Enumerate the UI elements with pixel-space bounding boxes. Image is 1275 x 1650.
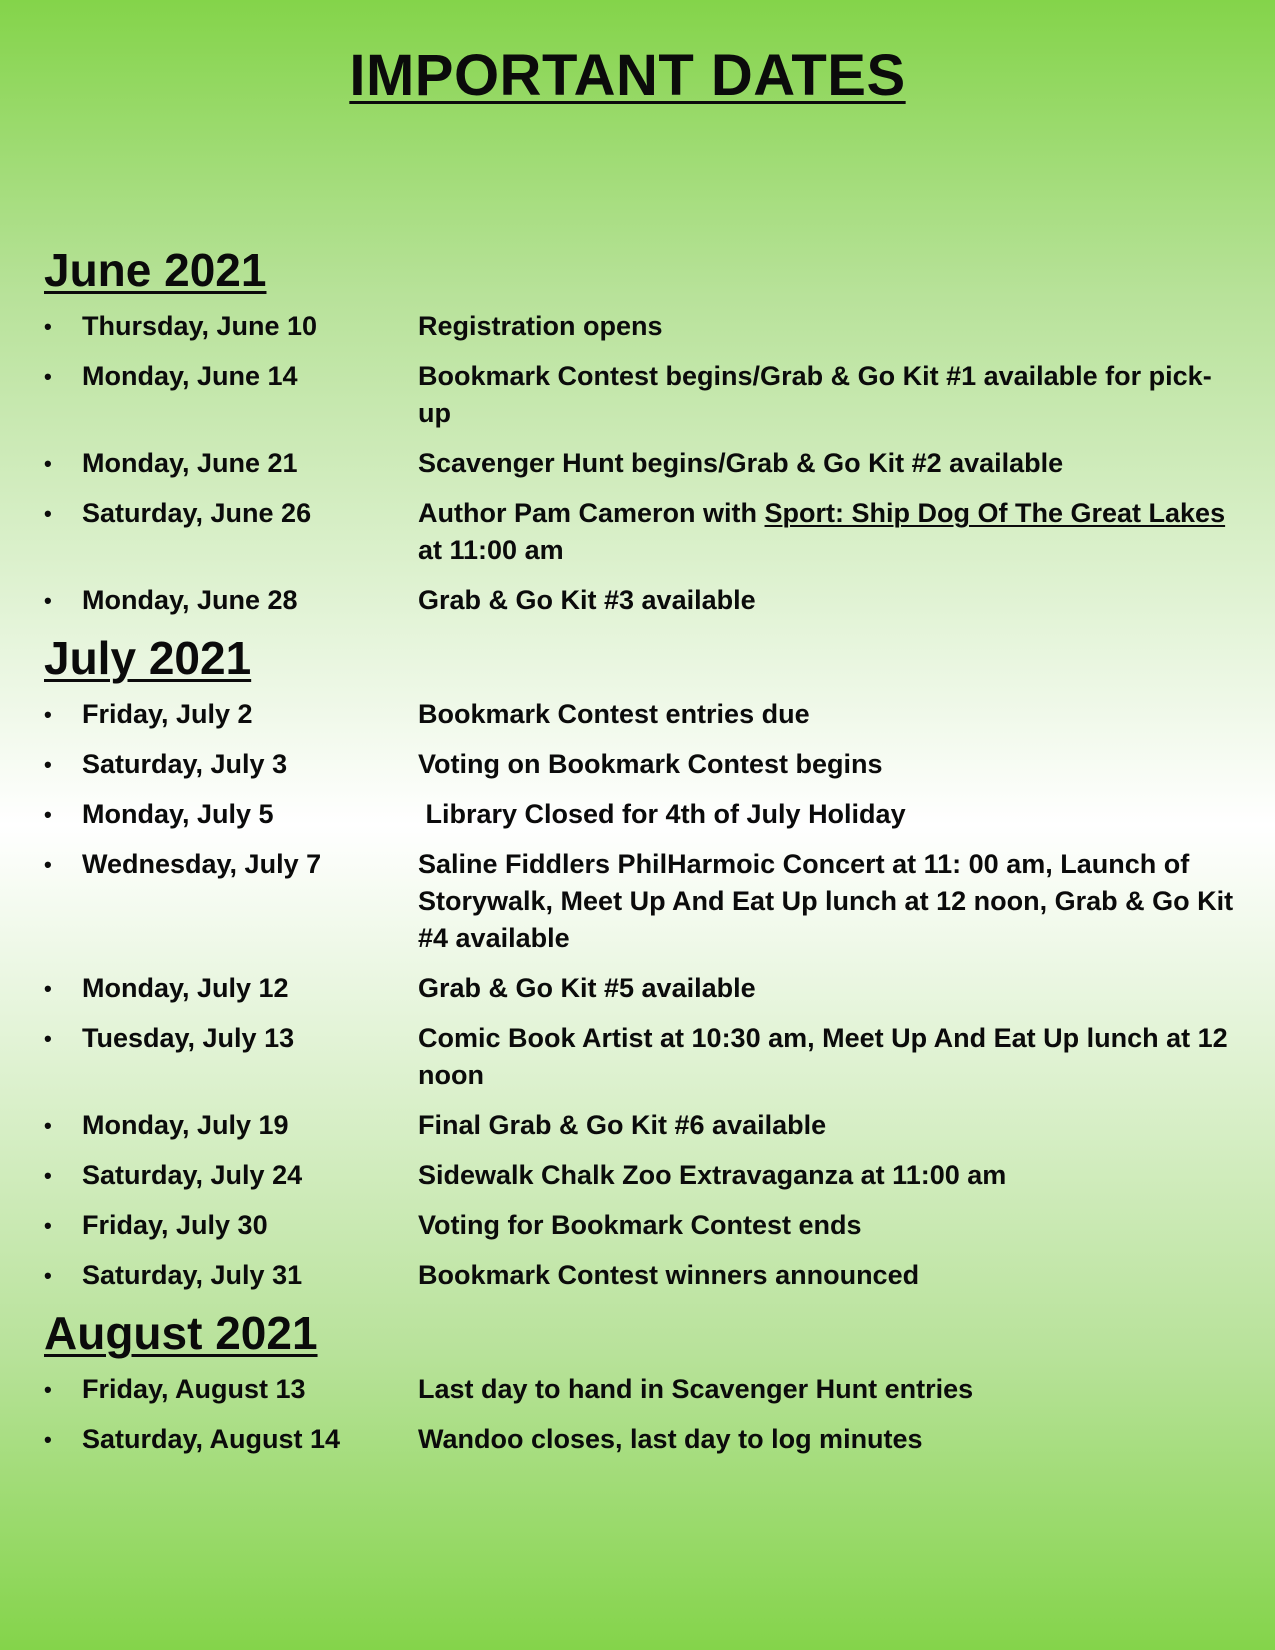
event-description: Last day to hand in Scavenger Hunt entries bbox=[418, 1374, 974, 1404]
event-description: Registration opens bbox=[418, 311, 663, 341]
bullet-icon: • bbox=[44, 1213, 52, 1238]
event-description: Library Closed for 4th of July Holiday bbox=[418, 799, 906, 829]
event-date: Thursday, June 10 bbox=[82, 311, 318, 341]
list-item bbox=[44, 1157, 1234, 1194]
bullet-icon: • bbox=[44, 1163, 52, 1188]
event-date: Friday, July 2 bbox=[82, 699, 253, 729]
bullet-icon: • bbox=[44, 1427, 52, 1452]
event-description bbox=[418, 495, 1234, 569]
list-item bbox=[44, 1207, 1234, 1244]
bullet-icon: • bbox=[44, 364, 52, 389]
event-date: Monday, June 21 bbox=[82, 448, 298, 478]
page-title: IMPORTANT DATES bbox=[349, 43, 906, 108]
bullet-icon: • bbox=[44, 451, 52, 476]
event-date: Saturday, August 14 bbox=[82, 1424, 341, 1454]
event-description: Bookmark Contest entries due bbox=[418, 699, 810, 729]
event-date: Monday, July 5 bbox=[82, 799, 274, 829]
event-description: Voting on Bookmark Contest begins bbox=[418, 749, 883, 779]
event-description-suffix: at 11:00 am bbox=[418, 535, 564, 565]
list-item bbox=[44, 696, 1234, 733]
bullet-icon: • bbox=[44, 802, 52, 827]
list-item bbox=[44, 1020, 1234, 1094]
bullet-icon: • bbox=[44, 976, 52, 1001]
month-heading-june: June 2021 bbox=[44, 244, 267, 296]
event-list-june bbox=[44, 308, 1234, 619]
bullet-icon: • bbox=[44, 314, 52, 339]
list-item bbox=[44, 308, 1234, 345]
month-heading-august: August 2021 bbox=[44, 1307, 318, 1359]
event-date: Tuesday, July 13 bbox=[82, 1023, 295, 1053]
event-date: Wednesday, July 7 bbox=[82, 849, 322, 879]
event-date: Monday, July 12 bbox=[82, 973, 289, 1003]
bullet-icon: • bbox=[44, 588, 52, 613]
list-item bbox=[44, 970, 1234, 1007]
event-description: Sidewalk Chalk Zoo Extravaganza at 11:00 am bbox=[418, 1160, 1007, 1190]
event-date: Monday, June 14 bbox=[82, 361, 298, 391]
list-item bbox=[44, 358, 1234, 432]
bullet-icon: • bbox=[44, 1113, 52, 1138]
bullet-icon: • bbox=[44, 752, 52, 777]
event-description: Wandoo closes, last day to log minutes bbox=[418, 1424, 923, 1454]
list-item bbox=[44, 582, 1234, 619]
bullet-icon: • bbox=[44, 1026, 52, 1051]
event-description: Voting for Bookmark Contest ends bbox=[418, 1210, 862, 1240]
list-item bbox=[44, 796, 1234, 833]
event-date: Saturday, July 24 bbox=[82, 1160, 303, 1190]
book-title: Sport: Ship Dog Of The Great Lakes bbox=[764, 498, 1226, 528]
event-date: Monday, July 19 bbox=[82, 1110, 289, 1140]
dates-content bbox=[44, 244, 1234, 1471]
event-description-prefix: Author Pam Cameron with bbox=[418, 498, 765, 528]
list-item bbox=[44, 445, 1234, 482]
event-date: Monday, June 28 bbox=[82, 585, 298, 615]
event-description: Scavenger Hunt begins/Grab & Go Kit #2 available bbox=[418, 448, 1064, 478]
event-date: Friday, July 30 bbox=[82, 1210, 268, 1240]
event-description: Bookmark Contest winners announced bbox=[418, 1260, 920, 1290]
event-description: Saline Fiddlers PhilHarmoic Concert at 11: 00 am, Launch of Storywalk, Meet Up And Eat Up lunch at 12 noon, Grab & Go Kit #4 available bbox=[418, 849, 1234, 953]
event-description: Comic Book Artist at 10:30 am, Meet Up And Eat Up lunch at 12 noon bbox=[418, 1023, 1228, 1090]
list-item bbox=[44, 1421, 1234, 1458]
event-list-july bbox=[44, 696, 1234, 1294]
list-item bbox=[44, 1107, 1234, 1144]
event-date: Saturday, July 31 bbox=[82, 1260, 303, 1290]
event-description: Final Grab & Go Kit #6 available bbox=[418, 1110, 827, 1140]
bullet-icon: • bbox=[44, 501, 52, 526]
list-item bbox=[44, 846, 1234, 957]
event-description: Bookmark Contest begins/Grab & Go Kit #1 available for pick-up bbox=[418, 361, 1212, 428]
list-item bbox=[44, 746, 1234, 783]
bullet-icon: • bbox=[44, 702, 52, 727]
event-date: Friday, August 13 bbox=[82, 1374, 306, 1404]
bullet-icon: • bbox=[44, 1263, 52, 1288]
event-list-august bbox=[44, 1371, 1234, 1458]
list-item bbox=[44, 1371, 1234, 1408]
event-description: Grab & Go Kit #5 available bbox=[418, 973, 756, 1003]
list-item bbox=[44, 1257, 1234, 1294]
event-date: Saturday, July 3 bbox=[82, 749, 288, 779]
month-heading-july: July 2021 bbox=[44, 632, 252, 684]
bullet-icon: • bbox=[44, 1377, 52, 1402]
event-date: Saturday, June 26 bbox=[82, 498, 312, 528]
bullet-icon: • bbox=[44, 852, 52, 877]
list-item bbox=[44, 495, 1234, 569]
event-description: Grab & Go Kit #3 available bbox=[418, 585, 756, 615]
